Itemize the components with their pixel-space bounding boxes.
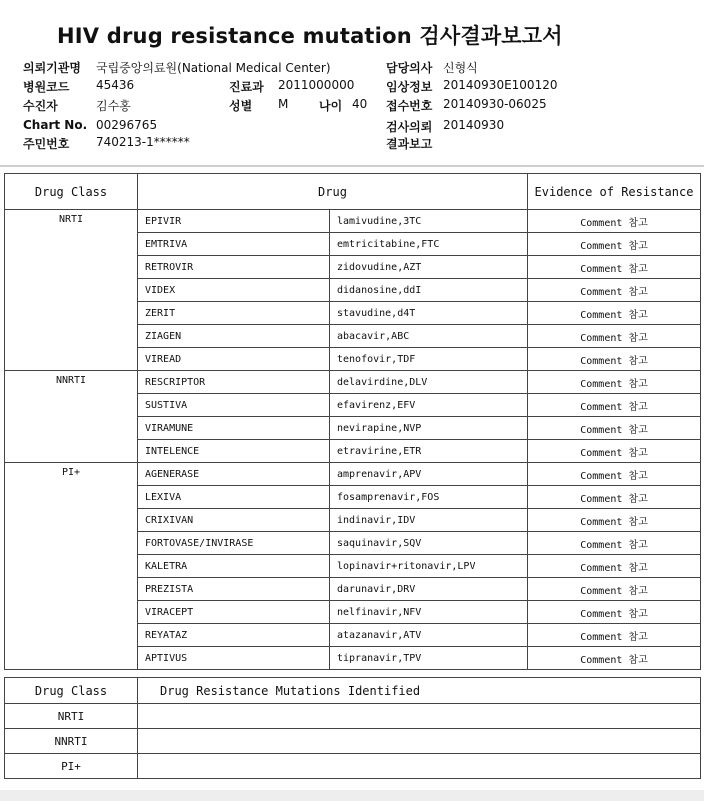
- drug-brand-cell: ZIAGEN: [138, 325, 330, 348]
- field-label-receipt-number: 접수번호: [386, 99, 433, 113]
- drug-class-cell: PI+: [5, 463, 138, 670]
- table-row: [5, 463, 701, 486]
- field-label-physician: 담당의사: [386, 61, 433, 75]
- field-value-institution: 국립중앙의료원(National Medical Center): [96, 61, 331, 75]
- drug-generic-cell: didanosine,ddI: [330, 279, 528, 302]
- header-divider: [0, 165, 704, 167]
- page-bottom-bar: [0, 790, 704, 801]
- field-value-test-request: 20140930: [443, 118, 505, 132]
- drug-brand-cell: PREZISTA: [138, 578, 330, 601]
- drug-brand-cell: VIDEX: [138, 279, 330, 302]
- evidence-cell: Comment 참고: [528, 578, 701, 601]
- evidence-cell: Comment 참고: [528, 532, 701, 555]
- field-label-patient: 수진자: [23, 99, 58, 113]
- mutation-class-cell: NRTI: [5, 704, 138, 729]
- evidence-cell: Comment 참고: [528, 624, 701, 647]
- table-row: [5, 729, 701, 754]
- evidence-cell: Comment 참고: [528, 463, 701, 486]
- evidence-cell: Comment 참고: [528, 486, 701, 509]
- evidence-cell: Comment 참고: [528, 371, 701, 394]
- field-value-chart-no: 00296765: [96, 118, 158, 132]
- drug-brand-cell: APTIVUS: [138, 647, 330, 670]
- drug-class-cell: NNRTI: [5, 371, 138, 463]
- drug-generic-cell: etravirine,ETR: [330, 440, 528, 463]
- evidence-cell: Comment 참고: [528, 394, 701, 417]
- field-value-hospital-code: 45436: [96, 78, 135, 92]
- field-label-age: 나이: [319, 99, 343, 113]
- field-value-receipt-number: 20140930-06025: [443, 97, 547, 111]
- mutation-value-cell: [138, 754, 701, 779]
- table-row: [5, 210, 701, 233]
- report-title: HIV drug resistance mutation 검사결과보고서: [57, 24, 563, 48]
- field-value-age: 40: [352, 97, 368, 111]
- mutation-value-cell: [138, 729, 701, 754]
- drug-generic-cell: abacavir,ABC: [330, 325, 528, 348]
- field-value-department: 2011000000: [278, 78, 355, 92]
- evidence-cell: Comment 참고: [528, 440, 701, 463]
- drug-generic-cell: delavirdine,DLV: [330, 371, 528, 394]
- mutation-class-cell: NNRTI: [5, 729, 138, 754]
- drug-generic-cell: amprenavir,APV: [330, 463, 528, 486]
- drug-generic-cell: tenofovir,TDF: [330, 348, 528, 371]
- evidence-cell: Comment 참고: [528, 302, 701, 325]
- evidence-cell: Comment 참고: [528, 647, 701, 670]
- field-value-resident-number: 740213-1******: [96, 135, 190, 149]
- field-value-patient: 김수홍: [96, 99, 131, 113]
- drug-generic-cell: saquinavir,SQV: [330, 532, 528, 555]
- drug-generic-cell: zidovudine,AZT: [330, 256, 528, 279]
- drug-generic-cell: nelfinavir,NFV: [330, 601, 528, 624]
- drug-generic-cell: fosamprenavir,FOS: [330, 486, 528, 509]
- field-label-result-report: 결과보고: [386, 137, 433, 151]
- field-label-sex: 성별: [229, 99, 253, 113]
- table-row: [5, 704, 701, 729]
- field-label-hospital-code: 병원코드: [23, 80, 70, 94]
- drug-class-cell: NRTI: [5, 210, 138, 371]
- drug-brand-cell: AGENERASE: [138, 463, 330, 486]
- evidence-cell: Comment 참고: [528, 325, 701, 348]
- mutation-table-body: [5, 704, 701, 779]
- drug-brand-cell: LEXIVA: [138, 486, 330, 509]
- drug-generic-cell: indinavir,IDV: [330, 509, 528, 532]
- drug-generic-cell: emtricitabine,FTC: [330, 233, 528, 256]
- drug-table-header-row: [5, 174, 701, 210]
- evidence-cell: Comment 참고: [528, 256, 701, 279]
- drug-generic-cell: tipranavir,TPV: [330, 647, 528, 670]
- drug-brand-cell: RESCRIPTOR: [138, 371, 330, 394]
- table-row: [5, 754, 701, 779]
- mutation-value-cell: [138, 704, 701, 729]
- mutation-table-header-row: [5, 678, 701, 704]
- table-row: [5, 371, 701, 394]
- field-label-clinical-info: 임상정보: [386, 80, 433, 94]
- field-label-resident-number: 주민번호: [23, 137, 70, 151]
- mutation-class-cell: PI+: [5, 754, 138, 779]
- header-evidence: Evidence of Resistance: [528, 174, 701, 210]
- drug-generic-cell: darunavir,DRV: [330, 578, 528, 601]
- evidence-cell: Comment 참고: [528, 509, 701, 532]
- drug-brand-cell: EMTRIVA: [138, 233, 330, 256]
- evidence-cell: Comment 참고: [528, 417, 701, 440]
- drug-generic-cell: efavirenz,EFV: [330, 394, 528, 417]
- drug-brand-cell: CRIXIVAN: [138, 509, 330, 532]
- drug-brand-cell: KALETRA: [138, 555, 330, 578]
- evidence-cell: Comment 참고: [528, 555, 701, 578]
- evidence-cell: Comment 참고: [528, 348, 701, 371]
- drug-brand-cell: RETROVIR: [138, 256, 330, 279]
- drug-brand-cell: VIREAD: [138, 348, 330, 371]
- mutation-table: [4, 677, 701, 779]
- field-label-institution: 의뢰기관명: [23, 61, 81, 75]
- field-label-department: 진료과: [229, 80, 264, 94]
- field-value-sex: M: [278, 97, 289, 111]
- drug-generic-cell: stavudine,d4T: [330, 302, 528, 325]
- mutation-header-mutations: Drug Resistance Mutations Identified: [138, 678, 701, 704]
- drug-brand-cell: REYATAZ: [138, 624, 330, 647]
- evidence-cell: Comment 참고: [528, 601, 701, 624]
- evidence-cell: Comment 참고: [528, 279, 701, 302]
- drug-brand-cell: FORTOVASE/INVIRASE: [138, 532, 330, 555]
- evidence-cell: Comment 참고: [528, 233, 701, 256]
- drug-brand-cell: EPIVIR: [138, 210, 330, 233]
- field-value-clinical-info: 20140930E100120: [443, 78, 558, 92]
- drug-brand-cell: SUSTIVA: [138, 394, 330, 417]
- drug-brand-cell: ZERIT: [138, 302, 330, 325]
- field-label-test-request: 검사의뢰: [386, 120, 433, 134]
- field-value-physician: 신형식: [443, 61, 478, 75]
- mutation-header-drug-class: Drug Class: [5, 678, 138, 704]
- evidence-cell: Comment 참고: [528, 210, 701, 233]
- drug-table-body: [5, 210, 701, 670]
- header-drug-class: Drug Class: [5, 174, 138, 210]
- drug-generic-cell: lopinavir+ritonavir,LPV: [330, 555, 528, 578]
- drug-brand-cell: VIRACEPT: [138, 601, 330, 624]
- drug-brand-cell: INTELENCE: [138, 440, 330, 463]
- drug-generic-cell: lamivudine,3TC: [330, 210, 528, 233]
- header-drug: Drug: [138, 174, 528, 210]
- drug-brand-cell: VIRAMUNE: [138, 417, 330, 440]
- drug-generic-cell: atazanavir,ATV: [330, 624, 528, 647]
- drug-generic-cell: nevirapine,NVP: [330, 417, 528, 440]
- drug-resistance-table: [4, 173, 701, 670]
- field-label-chart-no: Chart No.: [23, 118, 88, 132]
